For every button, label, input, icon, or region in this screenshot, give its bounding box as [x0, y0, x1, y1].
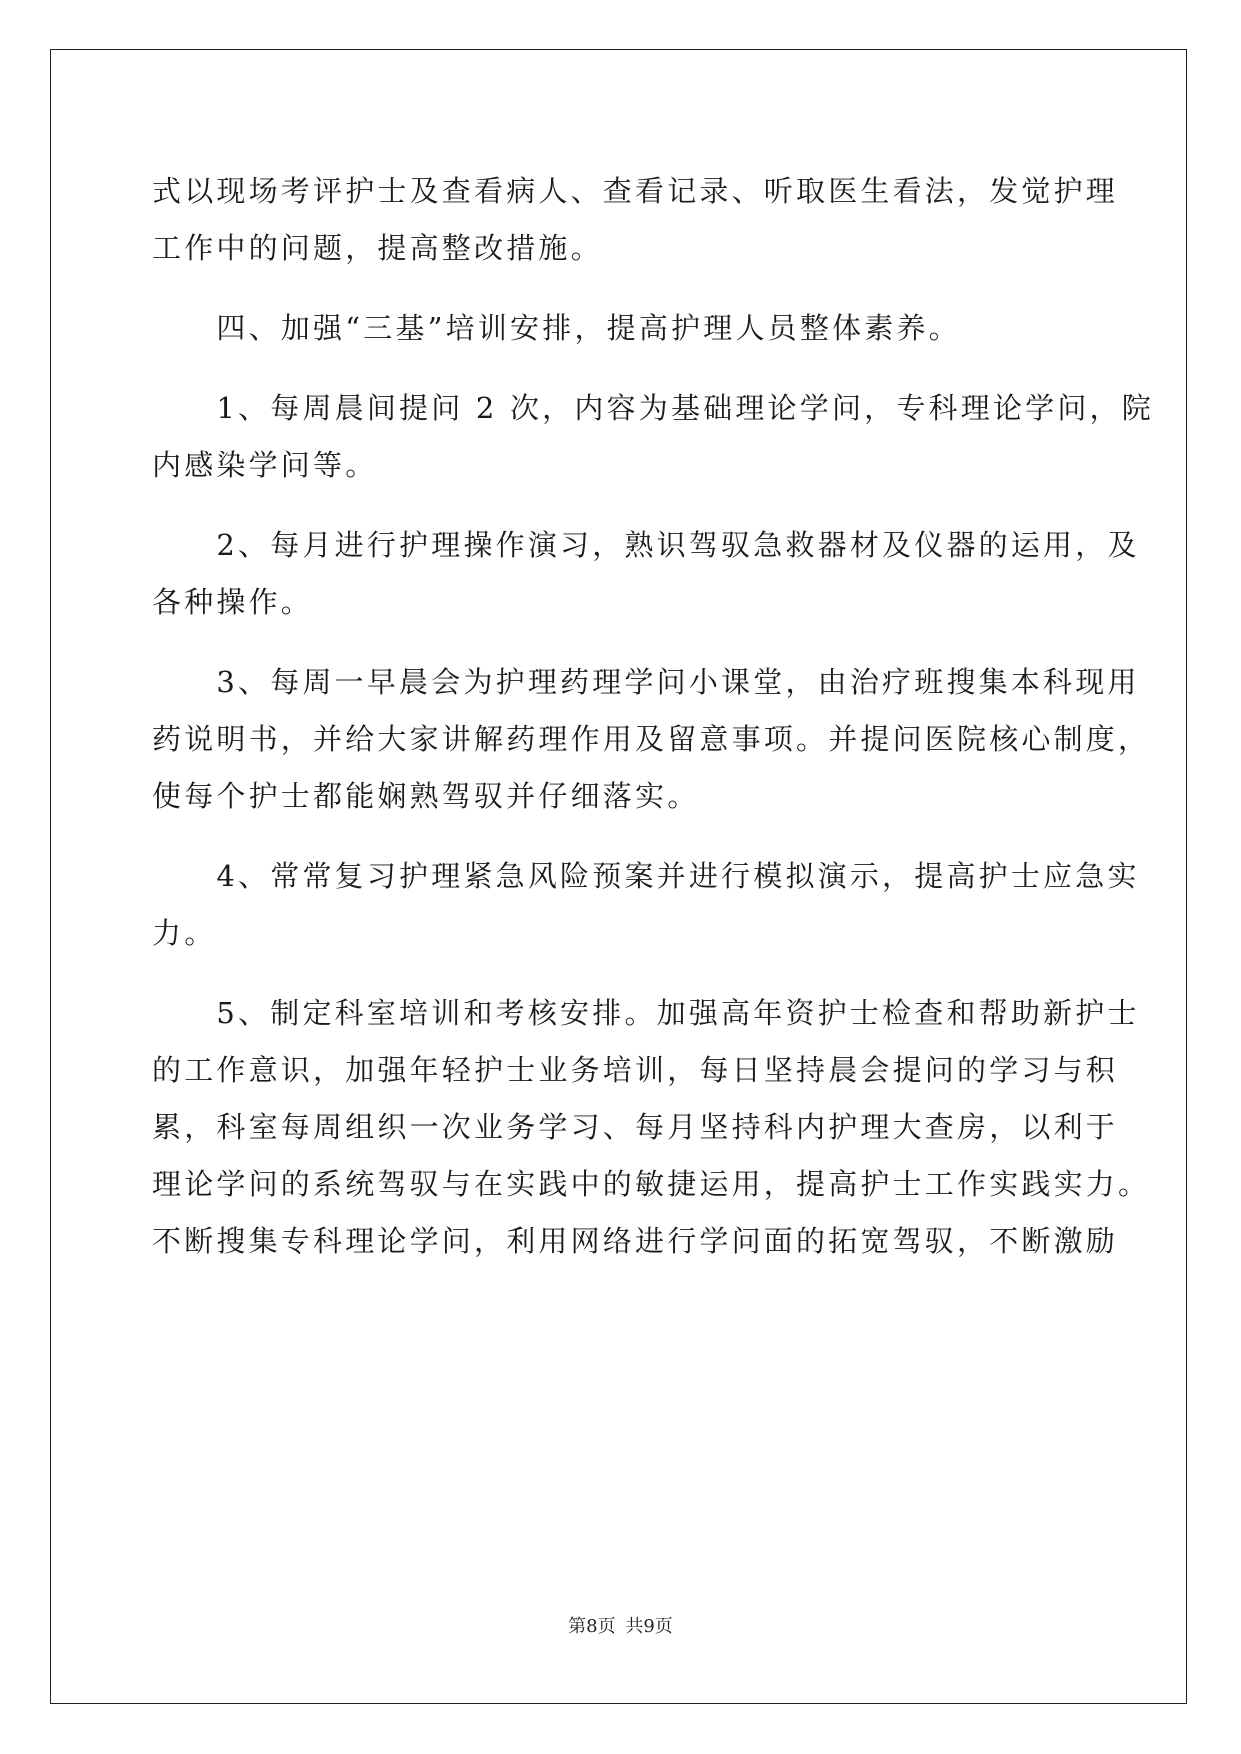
text-line: 内感染学问等。 [152, 448, 378, 482]
page-footer [0, 1616, 1241, 1638]
text-line: 3、每周一早晨会为护理药理学问小课堂，由治疗班搜集本科现用 [152, 665, 1140, 699]
text-line: 5、制定科室培训和考核安排。加强高年资护士检查和帮助新护士 [152, 996, 1140, 1030]
text-line: 累，科室每周组织一次业务学习、每月坚持科内护理大查房，以利于 [152, 1110, 1119, 1144]
text-line: 药说明书，并给大家讲解药理作用及留意事项。并提问医院核心制度， [152, 722, 1151, 756]
text-line: 不断搜集专科理论学问，利用网络进行学问面的拓宽驾驭，不断激励 [152, 1224, 1119, 1258]
text-line: 各种操作。 [152, 585, 314, 619]
text-line: 的工作意识，加强年轻护士业务培训，每日坚持晨会提问的学习与积 [152, 1053, 1119, 1087]
current-page-number: 第8页 [568, 1616, 616, 1637]
text-line: 1、每周晨间提问 2 次，内容为基础理论学问，专科理论学问，院 [152, 391, 1154, 425]
text-line: 式以现场考评护士及查看病人、查看记录、听取医生看法，发觉护理 [152, 174, 1119, 208]
text-line: 2、每月进行护理操作演习，熟识驾驭急救器材及仪器的运用，及 [152, 528, 1140, 562]
text-line: 力。 [152, 916, 217, 950]
text-line: 4、常常复习护理紧急风险预案并进行模拟演示，提高护士应急实 [152, 859, 1140, 893]
text-line: 使每个护士都能娴熟驾驭并仔细落实。 [152, 779, 700, 813]
text-line: 工作中的问题，提高整改措施。 [152, 231, 603, 265]
text-line: 理论学问的系统驾驭与在实践中的敏捷运用，提高护士工作实践实力。 [152, 1167, 1151, 1201]
text-line: 四、加强“三基”培训安排，提高护理人员整体素养。 [152, 311, 961, 345]
total-pages: 共9页 [625, 1616, 673, 1637]
